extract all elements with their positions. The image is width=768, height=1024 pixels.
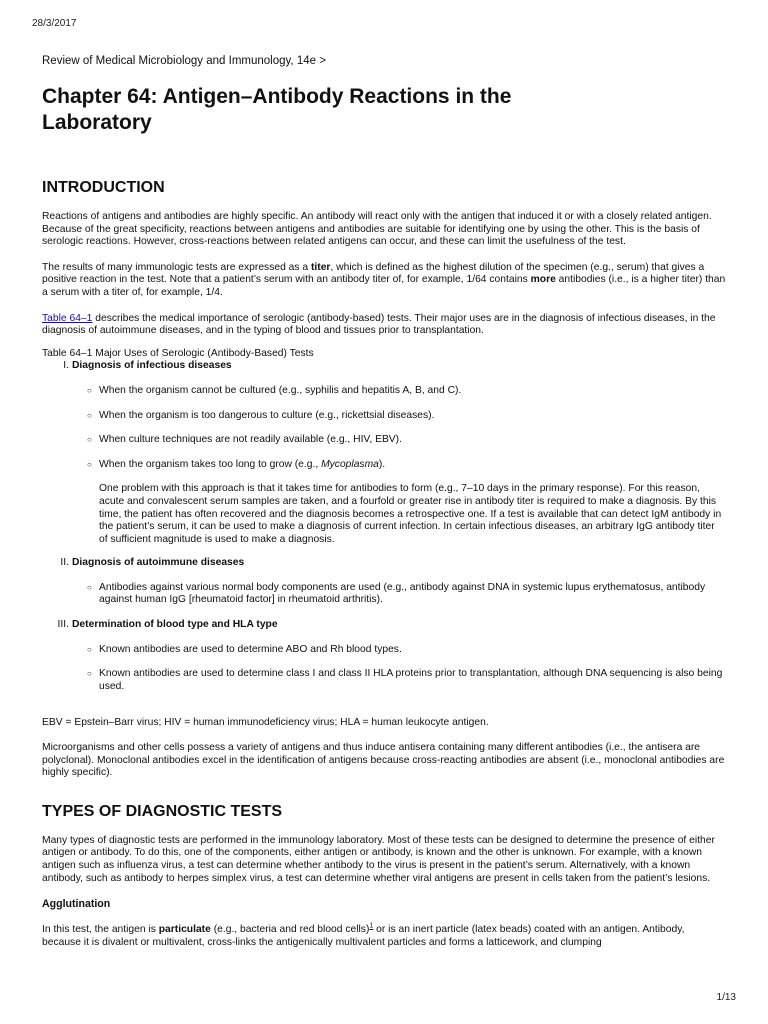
section-number: III. (57, 619, 69, 631)
term-more: more (530, 274, 556, 286)
footnote-link[interactable]: 1 (369, 922, 374, 930)
list-item: ○ Antibodies against various normal body components are used (e.g., antibody against DNA in systemic lupus erythematosus, antibody against human IgG [rheumatoid factor] in rheumatoid arthritis). (87, 581, 706, 606)
agglutination-heading: Agglutination (42, 898, 111, 911)
intro-paragraph-1: Reactions of antigens and antibodies are highly specific. An antibody will react only with the antigen that induced it or with a closely related antigen. Because of the great specificity, reactions between antigens and antibodies are suitable for identifying one by using the other. This is the basis of serologic reactions. However, cross-reactions between related antigens can occur, and these can limit the usefulness of the test. (42, 211, 712, 248)
title-line-1: Chapter 64: Antigen–Antibody Reactions in the (42, 85, 512, 108)
bullet-icon: ○ (87, 435, 92, 445)
types-paragraph: Many types of diagnostic tests are performed in the immunology laboratory. Most of these tests can be designed to determine the presence of either antigen or antibody. To do this, one of the components, either antigen or antibody, is known and the other is unknown. For example, with a known antigen such as influenza virus, a test can determine whether antibody to the virus is present in the patient’s serum. Alternatively, with a known antibody, such as antibody to herpes simplex virus, a test can determine whether viral antigens are present in cells taken from the patient’s lesions. (42, 834, 715, 884)
list-item: ○ Known antibodies are used to determine ABO and Rh blood types. (87, 643, 402, 655)
page-number: 1/13 (716, 992, 736, 1003)
table-section-1 (42, 360, 726, 373)
table-caption: Table 64–1 Major Uses of Serologic (Antibody-Based) Tests (42, 347, 314, 359)
table-section-3 (42, 619, 726, 632)
bullet-icon: ○ (87, 385, 92, 395)
list-item: ○ When the organism cannot be cultured (e.g., syphilis and hepatitis A, B, and C). (87, 384, 462, 396)
section-1-list (42, 385, 726, 471)
list-item: ○ Known antibodies are used to determine class I and class II HLA proteins prior to transplantation, although DNA sequencing is also being used. (87, 668, 723, 692)
list-item: ○ When the organism takes too long to grow (e.g., Mycoplasma). (87, 458, 386, 470)
section-1-note: One problem with this approach is that it takes time for antibodies to form (e.g., 7–10 days in the primary response). For this reason, acute and convalescent serum samples are taken, and a fourfold or greater rise in antibody titer is required to make a diagnosis. By this time, the patient has often recovered and the diagnosis becomes a retrospective one. If a test is available that can detect IgM antibody in the patient’s serum, it can be used to make a diagnosis of current infection. In certain infectious diseases, an arbitrary IgG antibody titer of sufficient magnitude is used to make a diagnosis. (99, 483, 722, 545)
table-section-2 (42, 557, 726, 570)
document-body (42, 54, 726, 949)
title-line-2: Laboratory (42, 111, 152, 134)
introduction-heading: INTRODUCTION (42, 179, 165, 196)
bullet-icon: ○ (87, 459, 92, 469)
bullet-icon: ○ (87, 410, 92, 420)
section-label: Determination of blood type and HLA type (72, 619, 278, 631)
page-title (42, 84, 726, 136)
breadcrumb[interactable]: Review of Medical Microbiology and Immunology, 14e > (42, 55, 326, 67)
section-2-list (42, 582, 726, 607)
section-number: II. (60, 557, 69, 569)
intro-paragraph-2: The results of many immunologic tests are expressed as a titer, which is defined as the highest dilution of the specimen (e.g., serum) that gives a positive reaction in the test. Note that a patient’s serum with an antibody titer of, for example, 1/64 contains more antibodies (i.e., is a higher titer) than a serum with a titer of, for example, 1/4. (42, 261, 726, 298)
bullet-icon: ○ (87, 669, 92, 679)
section-label: Diagnosis of infectious diseases (72, 360, 232, 372)
term-particulate: particulate (158, 924, 211, 936)
bullet-icon: ○ (87, 582, 92, 592)
types-heading: TYPES OF DIAGNOSTIC TESTS (42, 802, 283, 820)
table-footnote: EBV = Epstein–Barr virus; HIV = human immunodeficiency virus; HLA = human leukocyte antigen. (42, 717, 489, 729)
agglutination-paragraph: In this test, the antigen is particulate (e.g., bacteria and red blood cells)$^1$ or is an inert particle (latex beads) coated with an antigen. Antibody, because it is divalent or multivalent, cross-links the antigenically multivalent particles and forms a latticework, and clumping (42, 922, 685, 948)
section-3-list (42, 644, 726, 694)
monoclonal-paragraph: Microorganisms and other cells possess a variety of antigens and thus induce antisera containing many different antibodies (i.e., the antisera are polyclonal). Monoclonal antibodies excel in the identification of antigens because cross-reacting antibodies are absent (i.e., monoclonal antibodies are highly specific). (42, 742, 725, 779)
bullet-icon: ○ (87, 644, 92, 654)
section-label: Diagnosis of autoimmune diseases (72, 557, 245, 569)
section-number: I. (63, 360, 69, 372)
term-titer: titer (310, 261, 331, 273)
list-item: ○ When culture techniques are not readily available (e.g., HIV, EBV). (87, 434, 402, 446)
print-date: 28/3/2017 (32, 18, 77, 29)
list-item: ○ When the organism is too dangerous to culture (e.g., rickettsial diseases). (87, 409, 435, 421)
intro-paragraph-3: Table 64–1 describes the medical importance of serologic (antibody-based) tests. Their major uses are in the diagnosis of infectious diseases, in the diagnosis of autoimmune diseases, and in the typing of blood and tissues prior to transplantation. (42, 312, 716, 337)
table-link[interactable]: Table 64–1 (42, 312, 93, 324)
